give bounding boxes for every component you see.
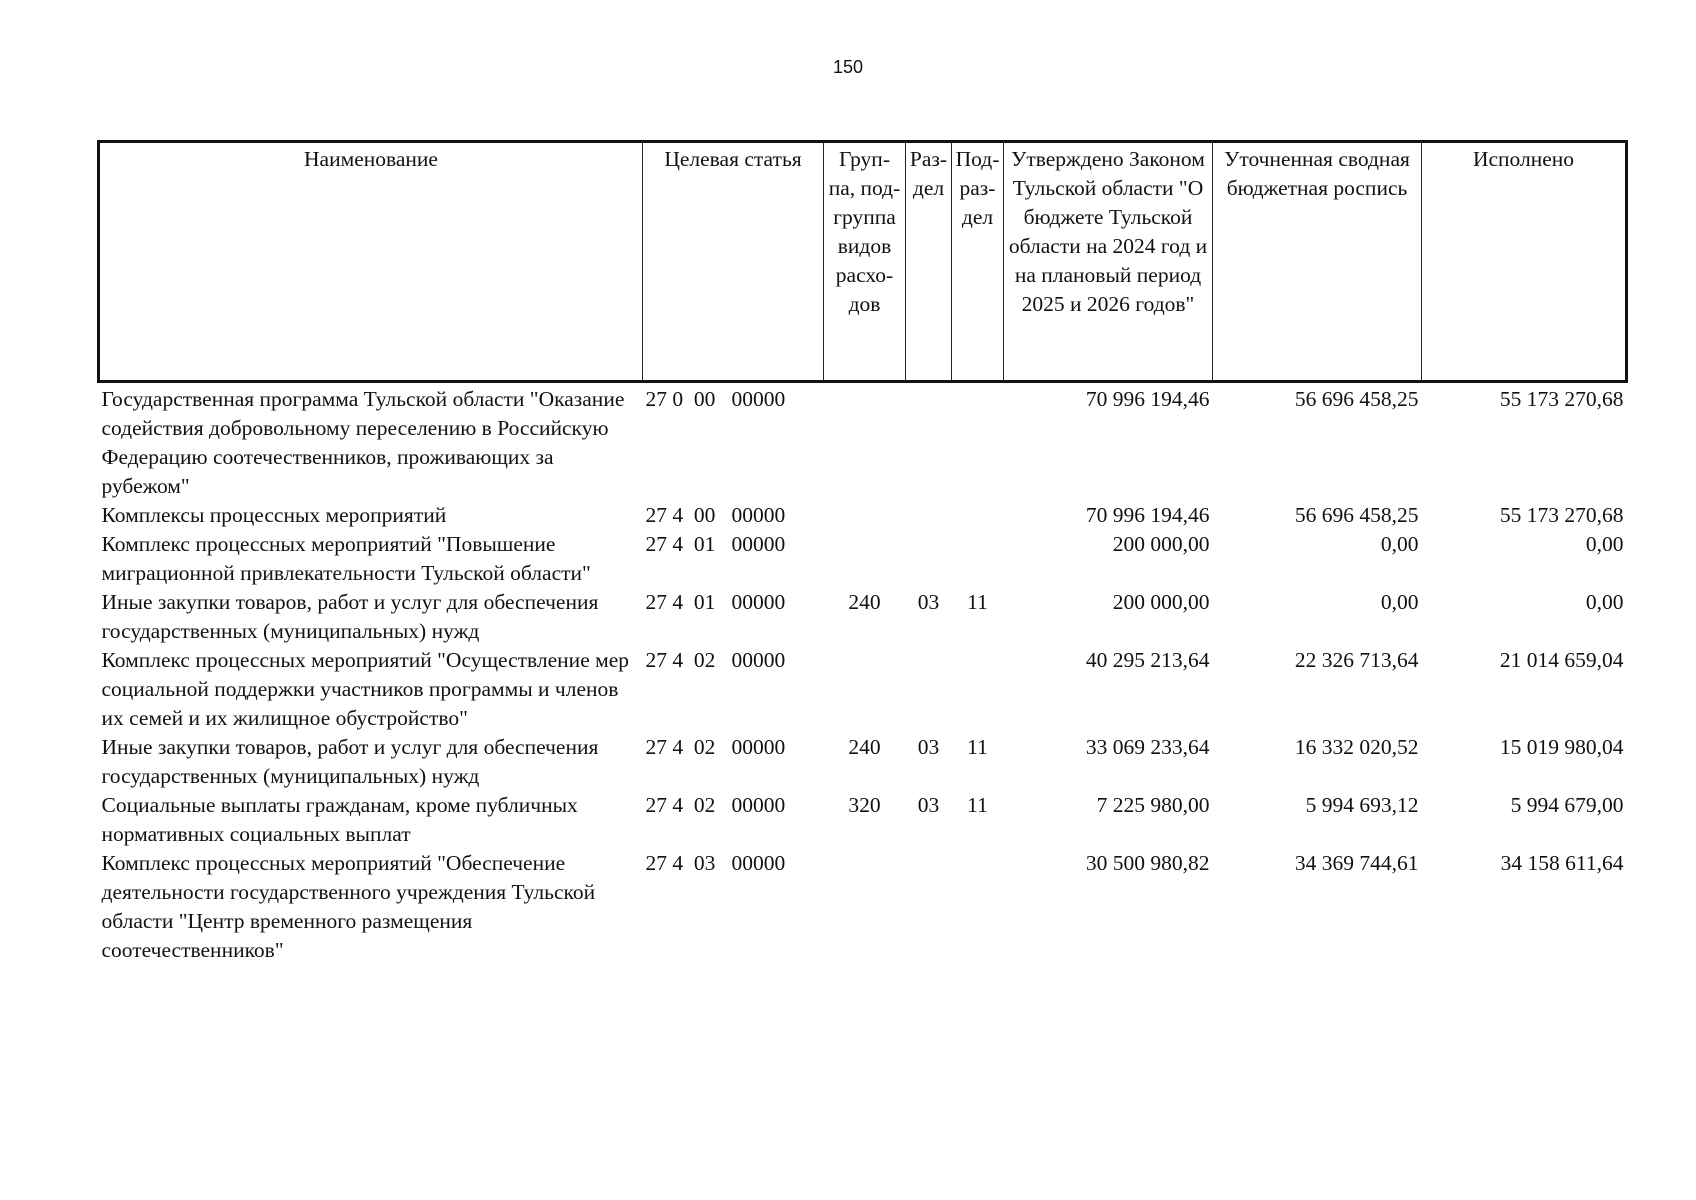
cell-executed: 55 173 270,68	[1499, 387, 1624, 411]
cell-revised: 0,00	[1380, 590, 1419, 614]
header-group: Груп-па, под-группа видов расхо-дов	[824, 142, 906, 382]
cell-name: Государственная программа Тульской области "Оказание содействия добровольному переселению в Российскую Федерацию соотечественников, проживающих за рубежом"	[101, 387, 625, 498]
cell-approved: 70 996 194,46	[1085, 503, 1210, 527]
cell-revised: 56 696 458,25	[1294, 503, 1419, 527]
cell-approved: 33 069 233,64	[1085, 735, 1210, 759]
cell-section: 03	[917, 735, 940, 759]
page-number: 150	[832, 57, 864, 77]
cell-group	[824, 382, 906, 502]
cell-target: 27 4 01 00000	[645, 590, 786, 614]
cell-name: Социальные выплаты гражданам, кроме публичных нормативных социальных выплат	[101, 793, 578, 846]
cell-name: Комплекс процессных мероприятий "Обеспечение деятельности государственного учреждения Тульской области "Центр временного размещения соотечественников"	[101, 851, 596, 962]
cell-executed: 0,00	[1585, 590, 1624, 614]
cell-subsection	[952, 530, 1004, 588]
cell-subsection: 11	[967, 735, 988, 759]
cell-executed: 55 173 270,68	[1499, 503, 1624, 527]
cell-section	[906, 382, 952, 502]
cell-executed: 15 019 980,04	[1499, 735, 1624, 759]
table-row	[99, 588, 1627, 646]
cell-section	[906, 849, 952, 965]
table-body	[99, 382, 1627, 966]
cell-name: Комплекс процессных мероприятий "Осуществление мер социальной поддержки участников программы и членов их семей и их жилищное обустройство"	[101, 648, 630, 730]
header-section: Раз-дел	[906, 142, 952, 382]
cell-name: Комплекс процессных мероприятий "Повышение миграционной привлекательности Тульской области"	[101, 532, 591, 585]
cell-section: 03	[917, 590, 940, 614]
cell-target: 27 4 02 00000	[645, 735, 786, 759]
table-row	[99, 733, 1627, 791]
table-header	[99, 142, 1627, 382]
cell-section	[906, 646, 952, 733]
cell-revised: 5 994 693,12	[1305, 793, 1419, 817]
cell-group	[824, 530, 906, 588]
cell-subsection: 11	[967, 590, 988, 614]
cell-revised: 22 326 713,64	[1294, 648, 1419, 672]
cell-executed: 34 158 611,64	[1500, 851, 1624, 875]
cell-target: 27 4 00 00000	[645, 503, 786, 527]
cell-section	[906, 530, 952, 588]
cell-approved: 70 996 194,46	[1085, 387, 1210, 411]
cell-group: 320	[848, 793, 881, 817]
header-target: Целевая статья	[643, 142, 824, 382]
cell-revised: 34 369 744,61	[1294, 851, 1419, 875]
table-row	[99, 501, 1627, 530]
cell-subsection	[952, 501, 1004, 530]
cell-subsection	[952, 646, 1004, 733]
header-executed: Исполнено	[1422, 142, 1627, 382]
cell-group: 240	[848, 590, 881, 614]
cell-approved: 40 295 213,64	[1085, 648, 1210, 672]
cell-executed: 21 014 659,04	[1499, 648, 1624, 672]
cell-section	[906, 501, 952, 530]
header-name: Наименование	[99, 142, 643, 382]
cell-executed: 0,00	[1585, 532, 1624, 556]
cell-approved: 30 500 980,82	[1085, 851, 1210, 875]
cell-name: Иные закупки товаров, работ и услуг для обеспечения государственных (муниципальных) нужд	[101, 735, 599, 788]
cell-target: 27 4 02 00000	[645, 648, 786, 672]
cell-group	[824, 849, 906, 965]
cell-target: 27 4 03 00000	[645, 851, 786, 875]
table-row	[99, 530, 1627, 588]
cell-approved: 7 225 980,00	[1096, 793, 1210, 817]
cell-subsection	[952, 382, 1004, 502]
table-row	[99, 791, 1627, 849]
cell-target: 27 4 01 00000	[645, 532, 786, 556]
header-subsection: Под-раз-дел	[952, 142, 1004, 382]
cell-target: 27 4 02 00000	[645, 793, 786, 817]
cell-group	[824, 501, 906, 530]
cell-approved: 200 000,00	[1112, 532, 1210, 556]
cell-name: Комплексы процессных мероприятий	[101, 503, 447, 527]
cell-executed: 5 994 679,00	[1510, 793, 1624, 817]
cell-revised: 0,00	[1380, 532, 1419, 556]
table-row	[99, 849, 1627, 965]
cell-approved: 200 000,00	[1112, 590, 1210, 614]
cell-group: 240	[848, 735, 881, 759]
cell-name: Иные закупки товаров, работ и услуг для обеспечения государственных (муниципальных) нужд	[101, 590, 599, 643]
cell-revised: 56 696 458,25	[1294, 387, 1419, 411]
budget-table	[97, 140, 1628, 965]
header-approved: Утверждено Законом Тульской области "О бюджете Тульской области на 2024 год и на плановый период 2025 и 2026 годов"	[1004, 142, 1213, 382]
cell-group	[824, 646, 906, 733]
cell-target: 27 0 00 00000	[645, 387, 786, 411]
cell-revised: 16 332 020,52	[1294, 735, 1419, 759]
cell-subsection	[952, 849, 1004, 965]
table-row	[99, 382, 1627, 502]
cell-subsection: 11	[967, 793, 988, 817]
header-revised: Уточненная сводная бюджетная роспись	[1213, 142, 1422, 382]
cell-section: 03	[917, 793, 940, 817]
table-row	[99, 646, 1627, 733]
